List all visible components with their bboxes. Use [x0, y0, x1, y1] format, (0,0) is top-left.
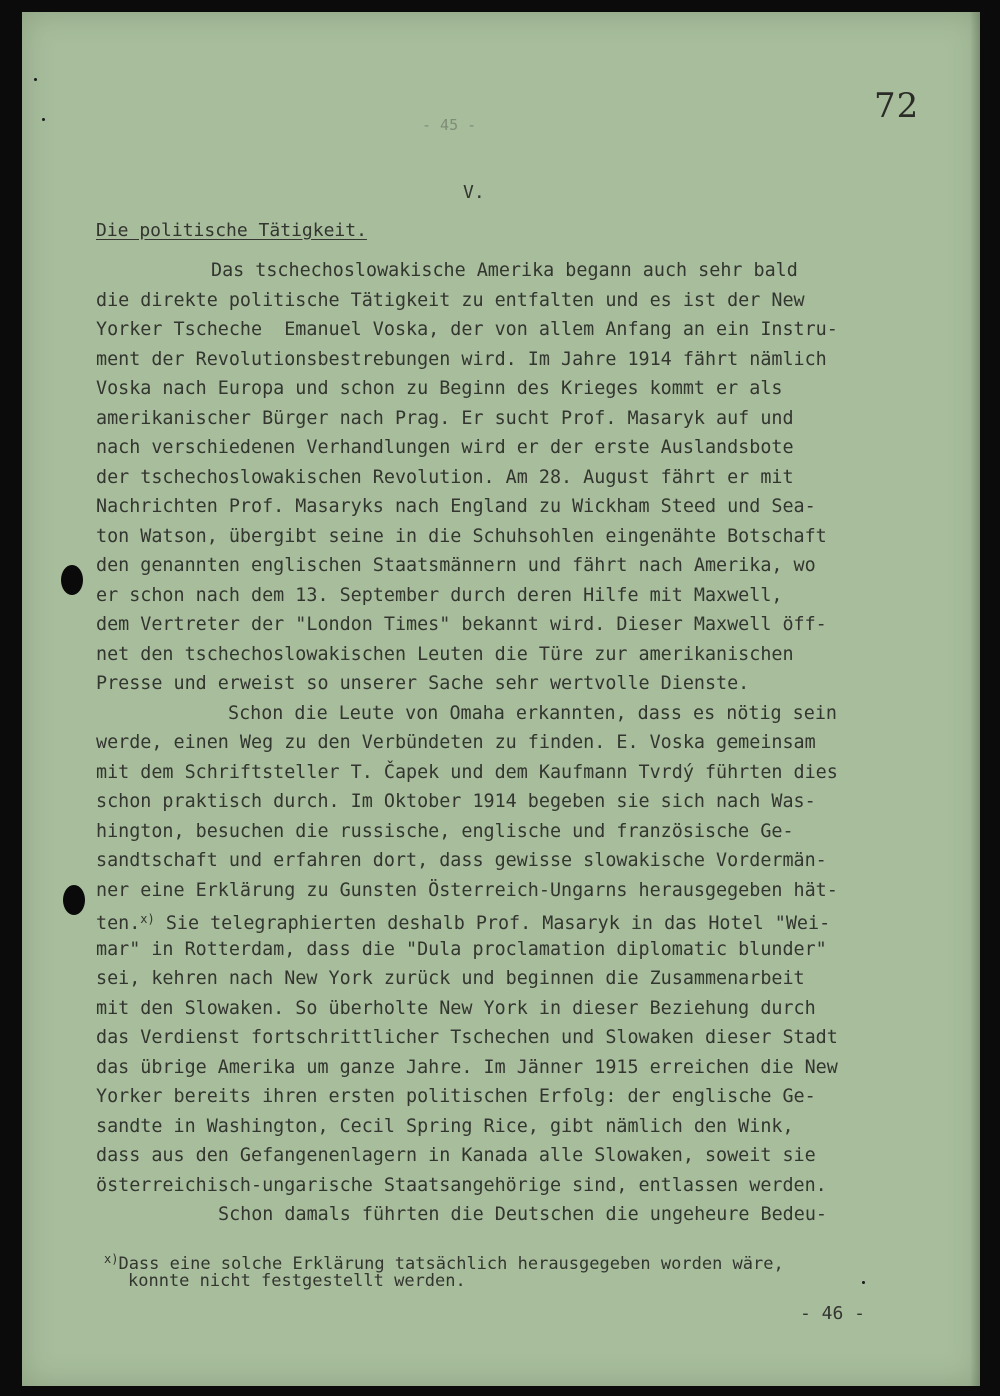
text-line: Yorker Tscheche Emanuel Voska, der von allem Anfang an ein Instru- — [96, 319, 838, 340]
text-line: das übrige Amerika um ganze Jahre. Im Jänner 1915 erreichen die New — [96, 1056, 838, 1078]
text-line: mit dem Schriftsteller T. Čapek und dem Kaufmann Tvrdý führten dies — [96, 761, 838, 783]
text-line: ton Watson, übergibt seine in die Schuhsohlen eingenähte Botschaft — [96, 525, 827, 547]
punch-hole — [61, 565, 83, 595]
text-line: die direkte politische Tätigkeit zu entfalten und es ist der New — [96, 289, 805, 311]
original-page-number-bottom: - 46 - — [800, 1303, 866, 1324]
footnote — [104, 1248, 924, 1292]
stray-mark — [862, 1281, 865, 1284]
text-line: Nachrichten Prof. Masaryks nach England zu Wickham Steed und Sea- — [96, 496, 816, 517]
text-line: Voska nach Europa und schon zu Beginn des Krieges kommt er als — [96, 378, 783, 399]
footnote-line: konnte nicht festgestellt werden. — [128, 1271, 466, 1291]
text-line: mar" in Rotterdam, dass die "Dula proclamation diplomatic blunder" — [96, 938, 827, 960]
text-line: nach verschiedenen Verhandlungen wird er der erste Auslandsbote — [96, 437, 794, 458]
text-line: sandtschaft und erfahren dort, dass gewisse slowakische Vordermän- — [96, 850, 827, 871]
text-line: dass aus den Gefangenenlagern in Kanada alle Slowaken, soweit sie — [96, 1145, 816, 1166]
text-line: Yorker bereits ihren ersten politischen Erfolg: der englische Ge- — [96, 1086, 816, 1107]
text-line: net den tschechoslowakischen Leuten die Türe zur amerikanischen — [96, 643, 794, 665]
page-edge-shadow — [970, 12, 980, 1386]
archive-page-number: 72 — [874, 86, 920, 126]
body-text — [96, 256, 916, 1230]
text-line: Schon die Leute von Omaha erkannten, dass es nötig sein — [228, 702, 837, 724]
text-line: schon praktisch durch. Im Oktober 1914 begeben sie sich nach Was- — [96, 791, 816, 812]
stray-mark — [34, 78, 37, 81]
text-line — [96, 905, 916, 935]
text-line: ner eine Erklärung zu Gunsten Österreich-Ungarns herausgegeben hät- — [96, 879, 838, 901]
text-line: amerikanischer Bürger nach Prag. Er sucht Prof. Masaryk auf und — [96, 407, 794, 429]
text-line: er schon nach dem 13. September durch deren Hilfe mit Maxwell, — [96, 584, 783, 606]
text-line: ment der Revolutionsbestrebungen wird. Im Jahre 1914 fährt nämlich — [96, 348, 827, 370]
text-line: das Verdienst fortschrittlicher Tschechen und Slowaken dieser Stadt — [96, 1027, 838, 1048]
stray-mark — [42, 118, 45, 121]
text-line: Das tschechoslowakische Amerika begann auch sehr bald — [211, 260, 798, 281]
footnote-marker: x) — [104, 1252, 119, 1266]
text-line: werde, einen Weg zu den Verbündeten zu finden. E. Voska gemeinsam — [96, 732, 816, 753]
text-line: sandte in Washington, Cecil Spring Rice, gibt nämlich den Wink, — [96, 1115, 794, 1137]
text-line: Presse und erweist so unserer Sache sehr wertvolle Dienste. — [96, 673, 750, 694]
text-fragment: Sie telegraphierten deshalb Prof. Masaryk in das Hotel "Wei- — [154, 913, 831, 934]
text-line: österreichisch-ungarische Staatsangehörige sind, entlassen werden. — [96, 1174, 827, 1196]
punch-hole — [63, 885, 85, 915]
original-page-number-top: - 45 - — [422, 116, 477, 134]
document-page — [22, 12, 980, 1386]
footnote-line — [104, 1248, 924, 1274]
text-line: der tschechoslowakischen Revolution. Am 28. August fährt er mit — [96, 466, 794, 488]
section-heading: Die politische Tätigkeit. — [96, 220, 367, 241]
section-numeral: V. — [463, 182, 485, 203]
footnote-text: Dass eine solche Erklärung tatsächlich herausgegeben worden wäre, — [118, 1254, 784, 1274]
text-line: den genannten englischen Staatsmännern und fährt nach Amerika, wo — [96, 555, 816, 576]
text-line: sei, kehren nach New York zurück und beginnen die Zusammenarbeit — [96, 968, 805, 989]
footnote-reference: x) — [140, 912, 155, 926]
text-fragment: ten. — [96, 913, 141, 934]
text-line: mit den Slowaken. So überholte New York in dieser Beziehung durch — [96, 997, 816, 1019]
text-line: hington, besuchen die russische, englische und französische Ge- — [96, 820, 794, 842]
text-line: Schon damals führten die Deutschen die ungeheure Bedeu- — [218, 1204, 827, 1225]
text-line: dem Vertreter der "London Times" bekannt wird. Dieser Maxwell öff- — [96, 614, 827, 635]
